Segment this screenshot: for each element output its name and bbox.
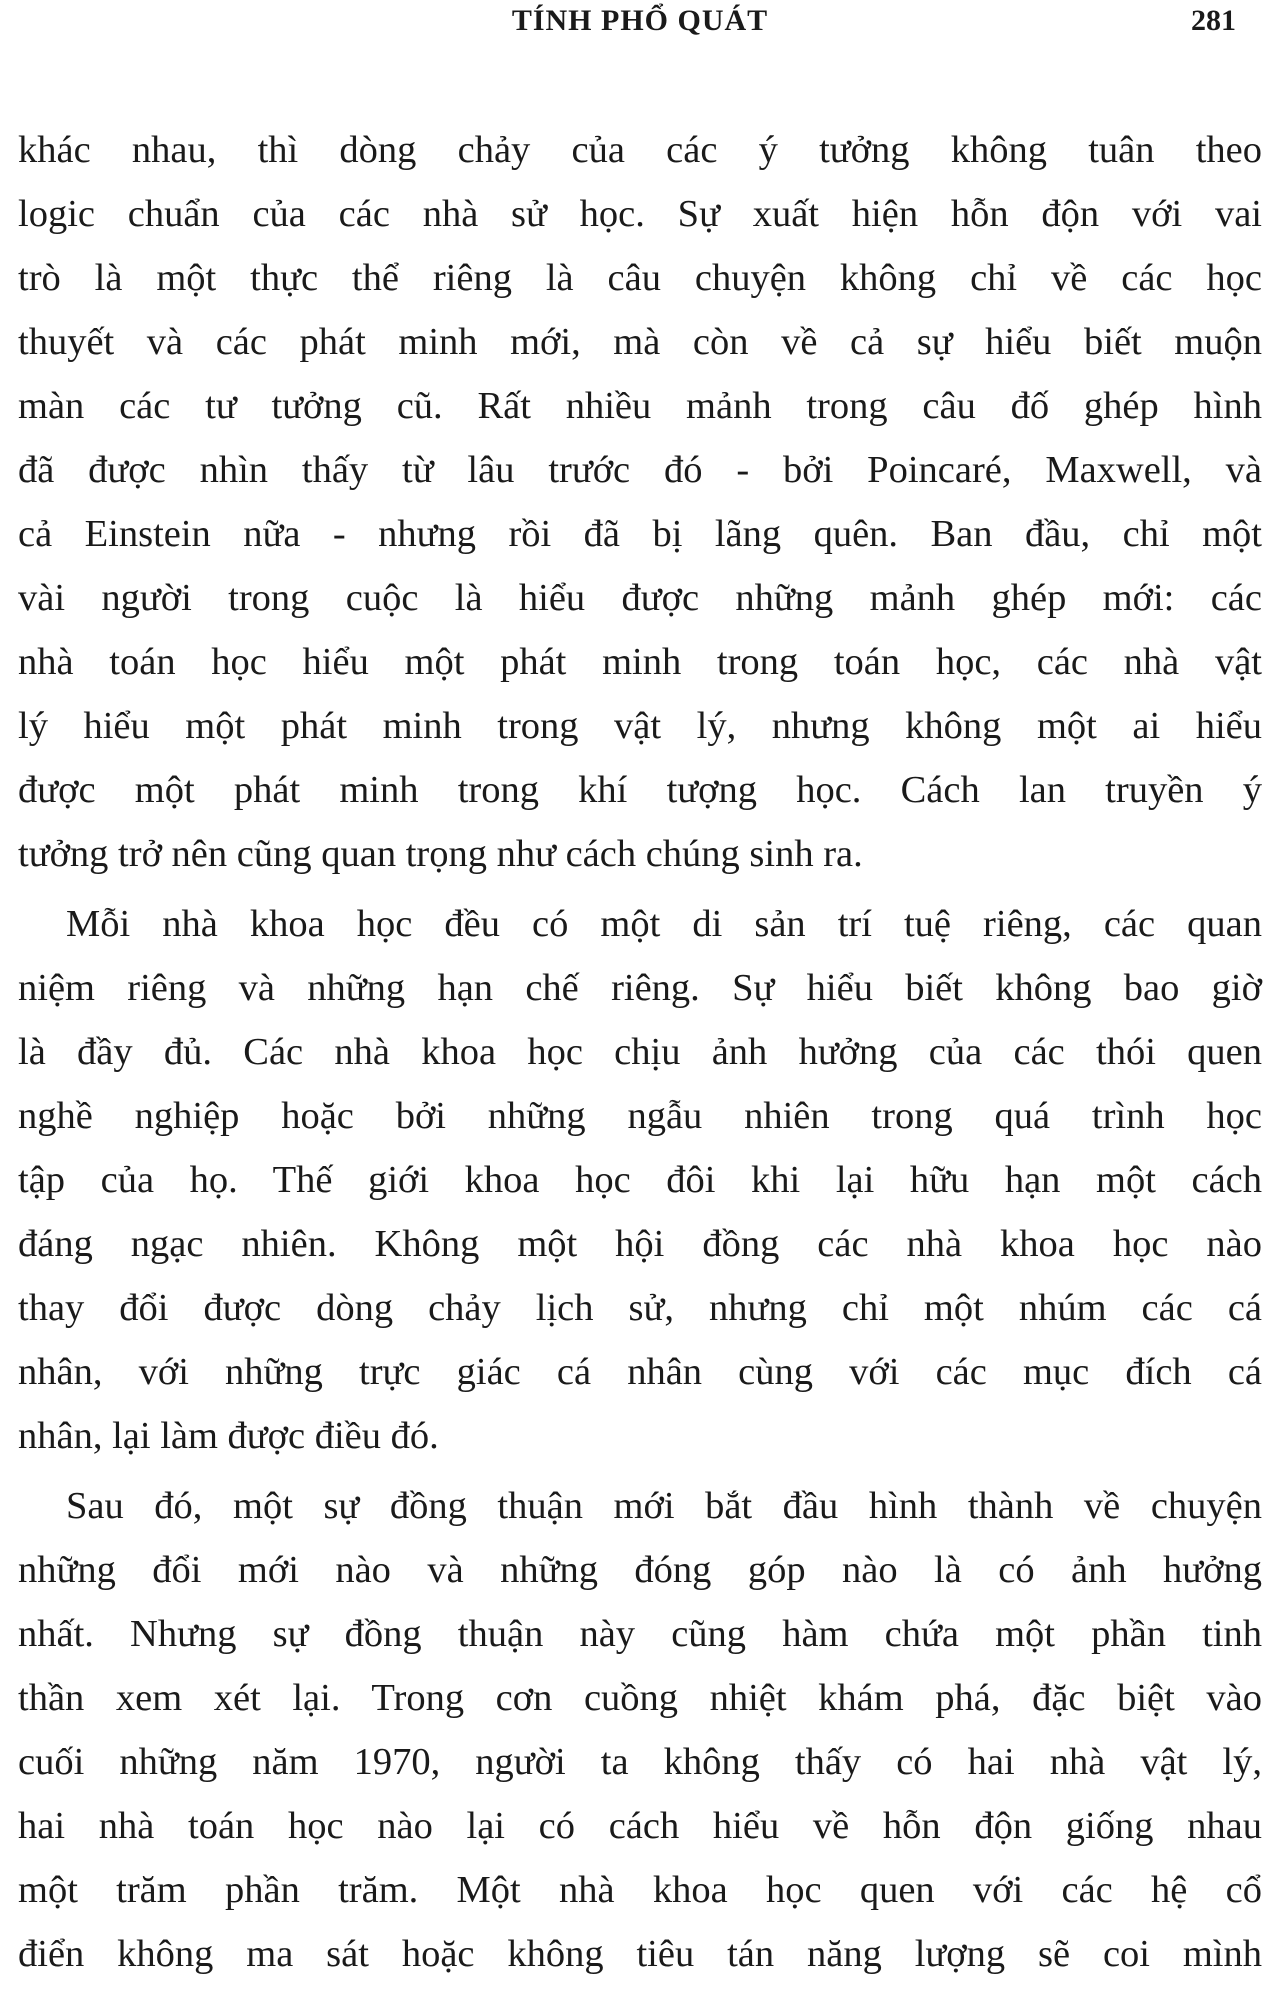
paragraph — [18, 118, 1262, 886]
text-line: hai nhà toán học nào lại có cách hiểu về hỗn độn giống nhau — [18, 1805, 1262, 1847]
text-line: vài người trong cuộc là hiểu được những mảnh ghép mới: các — [18, 577, 1262, 619]
text-line: trò là một thực thể riêng là câu chuyện không chỉ về các học — [18, 257, 1262, 299]
text-line: lý hiểu một phát minh trong vật lý, nhưng không một ai hiểu — [18, 705, 1262, 747]
text-line: nhất. Nhưng sự đồng thuận này cũng hàm chứa một phần tinh — [18, 1613, 1262, 1655]
paragraph — [18, 1474, 1262, 1986]
text-line: niệm riêng và những hạn chế riêng. Sự hiểu biết không bao giờ — [18, 967, 1262, 1009]
text-line: thần xem xét lại. Trong cơn cuồng nhiệt khám phá, đặc biệt vào — [18, 1677, 1262, 1719]
text-line: nhân, lại làm được điều đó. — [18, 1415, 439, 1457]
text-line: điển không ma sát hoặc không tiêu tán năng lượng sẽ coi mình — [18, 1933, 1262, 1975]
text-line: là đầy đủ. Các nhà khoa học chịu ảnh hưởng của các thói quen — [18, 1031, 1262, 1073]
text-line: khác nhau, thì dòng chảy của các ý tưởng không tuân theo — [18, 129, 1262, 171]
text-line: đã được nhìn thấy từ lâu trước đó - bởi Poincaré, Maxwell, và — [18, 449, 1262, 491]
running-title: TÍNH PHỔ QUÁT — [511, 4, 769, 37]
text-line: đáng ngạc nhiên. Không một hội đồng các nhà khoa học nào — [18, 1223, 1262, 1265]
text-line: Mỗi nhà khoa học đều có một di sản trí tuệ riêng, các quan — [66, 903, 1262, 945]
text-line: những đổi mới nào và những đóng góp nào là có ảnh hưởng — [18, 1549, 1262, 1591]
text-line: nghề nghiệp hoặc bởi những ngẫu nhiên trong quá trình học — [18, 1095, 1262, 1137]
text-line: Sau đó, một sự đồng thuận mới bắt đầu hình thành về chuyện — [66, 1485, 1262, 1527]
text-line: nhà toán học hiểu một phát minh trong toán học, các nhà vật — [18, 641, 1262, 683]
paragraph — [18, 892, 1262, 1468]
text-line: cuối những năm 1970, người ta không thấy có hai nhà vật lý, — [18, 1741, 1262, 1783]
text-line: tập của họ. Thế giới khoa học đôi khi lại hữu hạn một cách — [18, 1159, 1262, 1201]
text-line: một trăm phần trăm. Một nhà khoa học quen với các hệ cổ — [18, 1869, 1262, 1911]
text-line: logic chuẩn của các nhà sử học. Sự xuất hiện hỗn độn với vai — [18, 193, 1262, 235]
text-line: màn các tư tưởng cũ. Rất nhiều mảnh trong câu đố ghép hình — [18, 385, 1262, 427]
text-line: nhân, với những trực giác cá nhân cùng với các mục đích cá — [18, 1351, 1262, 1393]
text-line: thuyết và các phát minh mới, mà còn về cả sự hiểu biết muộn — [18, 321, 1262, 363]
text-line: được một phát minh trong khí tượng học. Cách lan truyền ý — [18, 769, 1262, 811]
page-number: 281 — [1191, 4, 1236, 37]
body-text — [18, 118, 1262, 1986]
text-line: tưởng trở nên cũng quan trọng như cách chúng sinh ra. — [18, 833, 863, 875]
text-line: thay đổi được dòng chảy lịch sử, nhưng chỉ một nhúm các cá — [18, 1287, 1262, 1329]
running-head — [0, 4, 1262, 44]
text-line: cả Einstein nữa - nhưng rồi đã bị lãng quên. Ban đầu, chỉ một — [18, 513, 1262, 555]
